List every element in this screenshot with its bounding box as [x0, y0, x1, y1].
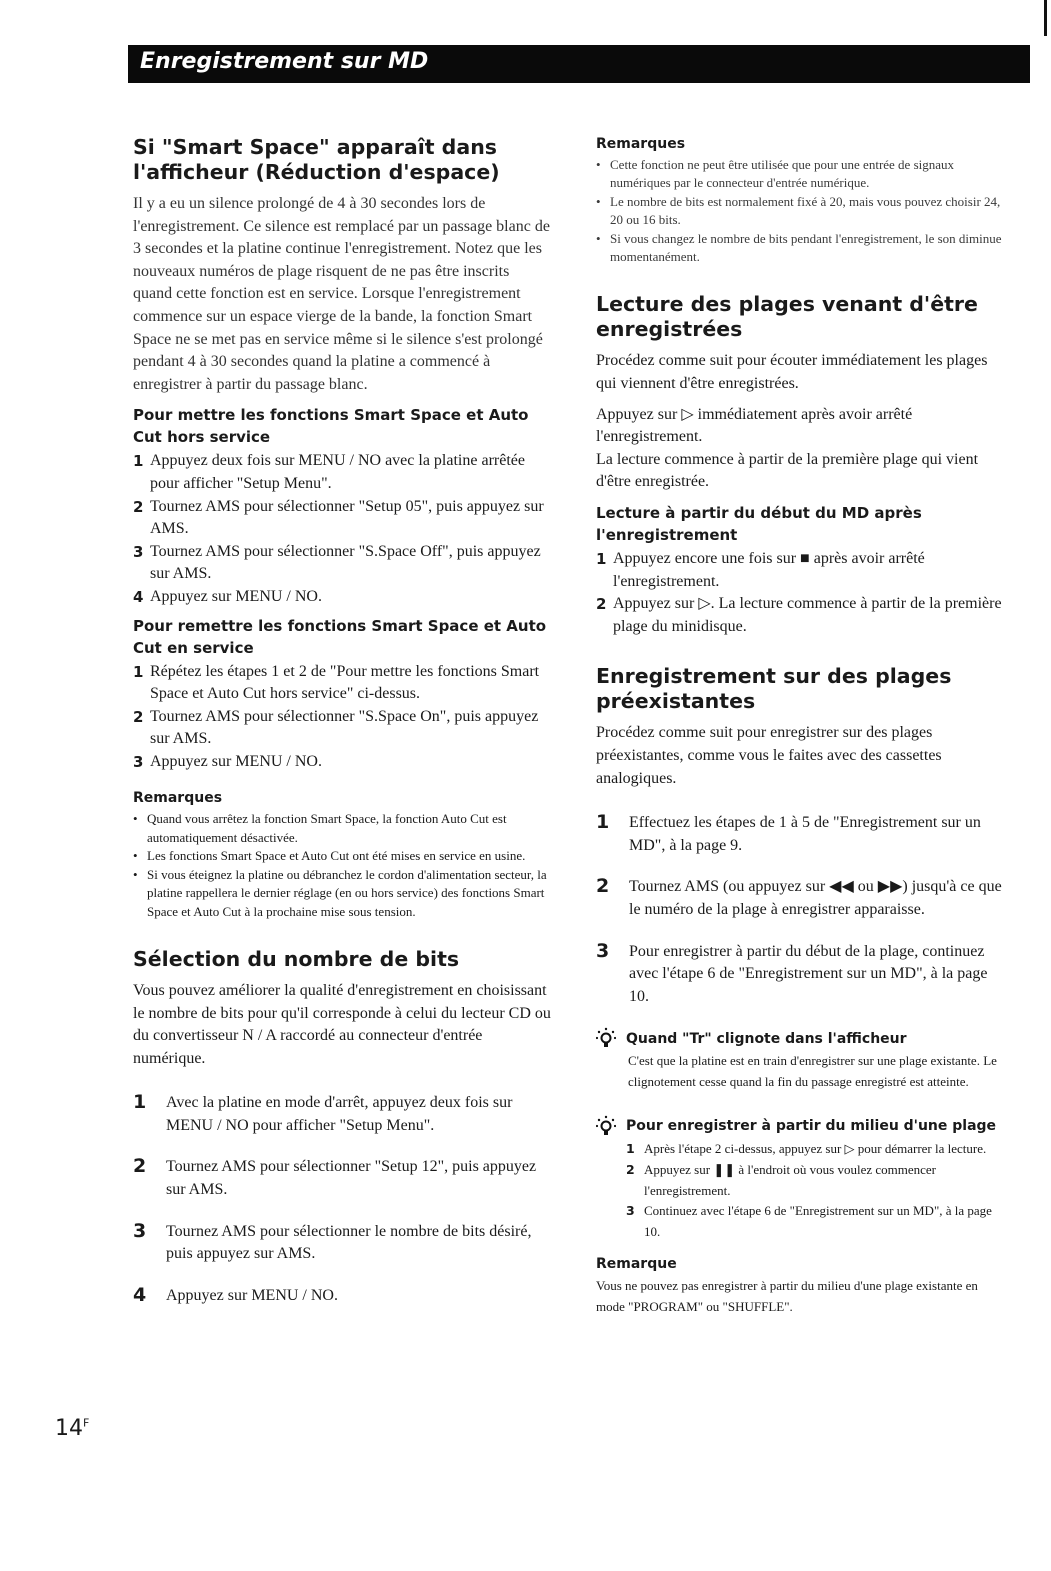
- playback-intro: Procédez comme suit pour écouter immédiatement les plages qui viennent d'être enregistrées.: [596, 352, 988, 393]
- header-bar: [128, 45, 1030, 83]
- list-item: 1 Répétez les étapes 1 et 2 de "Pour mettre les fonctions Smart Space et Auto Cut hors service" ci-dessus.: [133, 662, 540, 703]
- smart-space-on-steps: [133, 661, 551, 774]
- tip-tr-body: C'est que la platine est en train d'enregistrer sur une plage existante. Le clignotement cesse quand la fin du passage enregistré est atteinte.: [628, 1053, 997, 1090]
- playback-start-steps: [596, 548, 1008, 638]
- overwrite-heading: Enregistrement sur des plages préexistantes: [596, 664, 952, 714]
- bits-heading: Sélection du nombre de bits: [133, 946, 460, 971]
- smart-space-off-steps: [133, 450, 551, 608]
- tip-middle-steps: [626, 1139, 1008, 1243]
- smart-space-on-heading: Pour remettre les fonctions Smart Space et Auto Cut en service: [133, 616, 547, 657]
- page-edge-mark: [1044, 0, 1047, 36]
- list-item: 1 Appuyez encore une fois sur ■ après avoir arrêté l'enregistrement.: [596, 550, 925, 590]
- bits-steps: [133, 1092, 551, 1307]
- overwrite-body: Procédez comme suit pour enregistrer sur des plages préexistantes, comme vous le faites avec des cassettes analogiques.: [596, 724, 942, 787]
- smart-space-heading: Si "Smart Space" apparaît dans l'afficheur (Réduction d'espace): [133, 135, 500, 184]
- bits-body: Vous pouvez améliorer la qualité d'enregistrement en choisissant le nombre de bits pour qu'il corresponde à celui du lecteur CD ou du convertisseur N / A raccordé au connecteur d'entrée numérique.: [133, 981, 551, 1067]
- list-item: • Le nombre de bits est normalement fixé à 20, mais vous pouvez choisir 24, 20 ou 16 bits.: [596, 193, 1008, 230]
- list-item: 4 Appuyez sur MENU / NO.: [133, 587, 322, 606]
- list-item: 2 Tournez AMS pour sélectionner "Setup 12", puis appuyez sur AMS.: [133, 1155, 537, 1199]
- overwrite-steps: [596, 812, 1008, 1008]
- right-column: [596, 135, 1008, 1317]
- smart-space-notes-heading: Remarques: [133, 790, 223, 807]
- list-item: 3 Tournez AMS pour sélectionner le nombre de bits désiré, puis appuyez sur AMS.: [133, 1219, 532, 1263]
- list-item: 4 Appuyez sur MENU / NO.: [133, 1283, 338, 1306]
- list-item: • Cette fonction ne peut être utilisée que pour une entrée de signaux numériques par le connecteur d'entrée numérique.: [596, 156, 1008, 193]
- tip-tr-heading: Quand "Tr" clignote dans l'afficheur: [626, 1030, 907, 1047]
- playback-step-a: Appuyez sur ▷ immédiatement après avoir arrêté l'enregistrement.: [596, 405, 913, 446]
- list-item: 1 Après l'étape 2 ci-dessus, appuyez sur ▷ pour démarrer la lecture.: [626, 1140, 987, 1156]
- lightbulb-icon: [596, 1027, 616, 1051]
- list-item: 3 Appuyez sur MENU / NO.: [133, 752, 322, 771]
- list-item: • Si vous éteignez la platine ou débranchez le cordon d'alimentation secteur, la platine rappellera le dernier réglage (en ou hors service) des fonctions Smart Space et Auto Cut à la prochaine mise sous tension.: [133, 866, 551, 921]
- list-item: 3 Pour enregistrer à partir du début de la plage, continuez avec l'étape 6 de "Enregistrement sur un MD", à la page 10.: [596, 939, 988, 1005]
- list-item: 2 Tournez AMS (ou appuyez sur ◀◀ ou ▶▶) jusqu'à ce que le numéro de la plage à enregistrer apparaisse.: [596, 875, 1002, 918]
- list-item: 3 Tournez AMS pour sélectionner "S.Space Off", puis appuyez sur AMS.: [133, 542, 541, 583]
- header-title: Enregistrement sur MD: [140, 49, 429, 74]
- bits-notes: [596, 156, 1008, 266]
- list-item: 2 Appuyez sur ▷. La lecture commence à partir de la première plage du minidisque.: [596, 595, 1002, 635]
- list-item: 3 Continuez avec l'étape 6 de "Enregistrement sur un MD", à la page 10.: [626, 1203, 992, 1240]
- list-item: • Quand vous arrêtez la fonction Smart Space, la fonction Auto Cut est automatiquement désactivée.: [133, 810, 551, 847]
- playback-step-b: La lecture commence à partir de la première plage qui vient d'être enregistrée.: [596, 450, 979, 491]
- list-item: 1 Effectuez les étapes de 1 à 5 de "Enregistrement sur un MD", à la page 9.: [596, 811, 981, 854]
- bits-notes-heading: Remarques: [596, 136, 686, 152]
- tip-middle-header: [596, 1115, 1008, 1139]
- tip-tr-header: [596, 1027, 1008, 1051]
- smart-space-body: Il y a eu un silence prolongé de 4 à 30 secondes lors de l'enregistrement. Ce silence est remplacé par un passage blanc de 3 secondes et la platine continue l'enregistrement. Notez que les nouveaux numéros de plage risquent de ne pas être inscrits quand cette fonction est en service. Lorsque l'enregistrement commence sur un espace vierge de la bande, la fonction Smart Space ne se met pas en service même si le silence s'est prolongé pendant 4 à 30 secondes quand la platine a commencé à enregistrer à partir du passage blanc.: [133, 195, 550, 393]
- remark-body: Vous ne pouvez pas enregistrer à partir du milieu d'une plage existante en mode "PROGRAM" ou "SHUFFLE".: [596, 1277, 978, 1314]
- remark-heading: Remarque: [596, 1255, 677, 1272]
- smart-space-notes: [133, 810, 551, 920]
- playback-heading: Lecture des plages venant d'être enregistrées: [596, 292, 978, 342]
- list-item: 2 Appuyez sur ❚❚ à l'endroit où vous voulez commencer l'enregistrement.: [626, 1161, 936, 1198]
- list-item: 2 Tournez AMS pour sélectionner "Setup 05", puis appuyez sur AMS.: [133, 497, 544, 538]
- list-item: • Si vous changez le nombre de bits pendant l'enregistrement, le son diminue momentanément.: [596, 230, 1008, 267]
- lightbulb-icon: [596, 1115, 616, 1139]
- list-item: 1 Appuyez deux fois sur MENU / NO avec la platine arrêtée pour afficher "Setup Menu".: [133, 452, 525, 492]
- list-item: • Les fonctions Smart Space et Auto Cut ont été mises en service en usine.: [133, 847, 551, 865]
- list-item: 2 Tournez AMS pour sélectionner "S.Space On", puis appuyez sur AMS.: [133, 707, 539, 748]
- tip-middle-heading: Pour enregistrer à partir du milieu d'une plage: [626, 1118, 997, 1135]
- page-number: $14^F$: [55, 1416, 90, 1441]
- smart-space-off-heading: Pour mettre les fonctions Smart Space et Auto Cut hors service: [133, 406, 529, 447]
- playback-start-heading: Lecture à partir du début du MD après l'enregistrement: [596, 504, 922, 544]
- left-column: [133, 135, 551, 1326]
- list-item: 1 Avec la platine en mode d'arrêt, appuyez deux fois sur MENU / NO pour afficher "Setup Menu".: [133, 1091, 513, 1134]
